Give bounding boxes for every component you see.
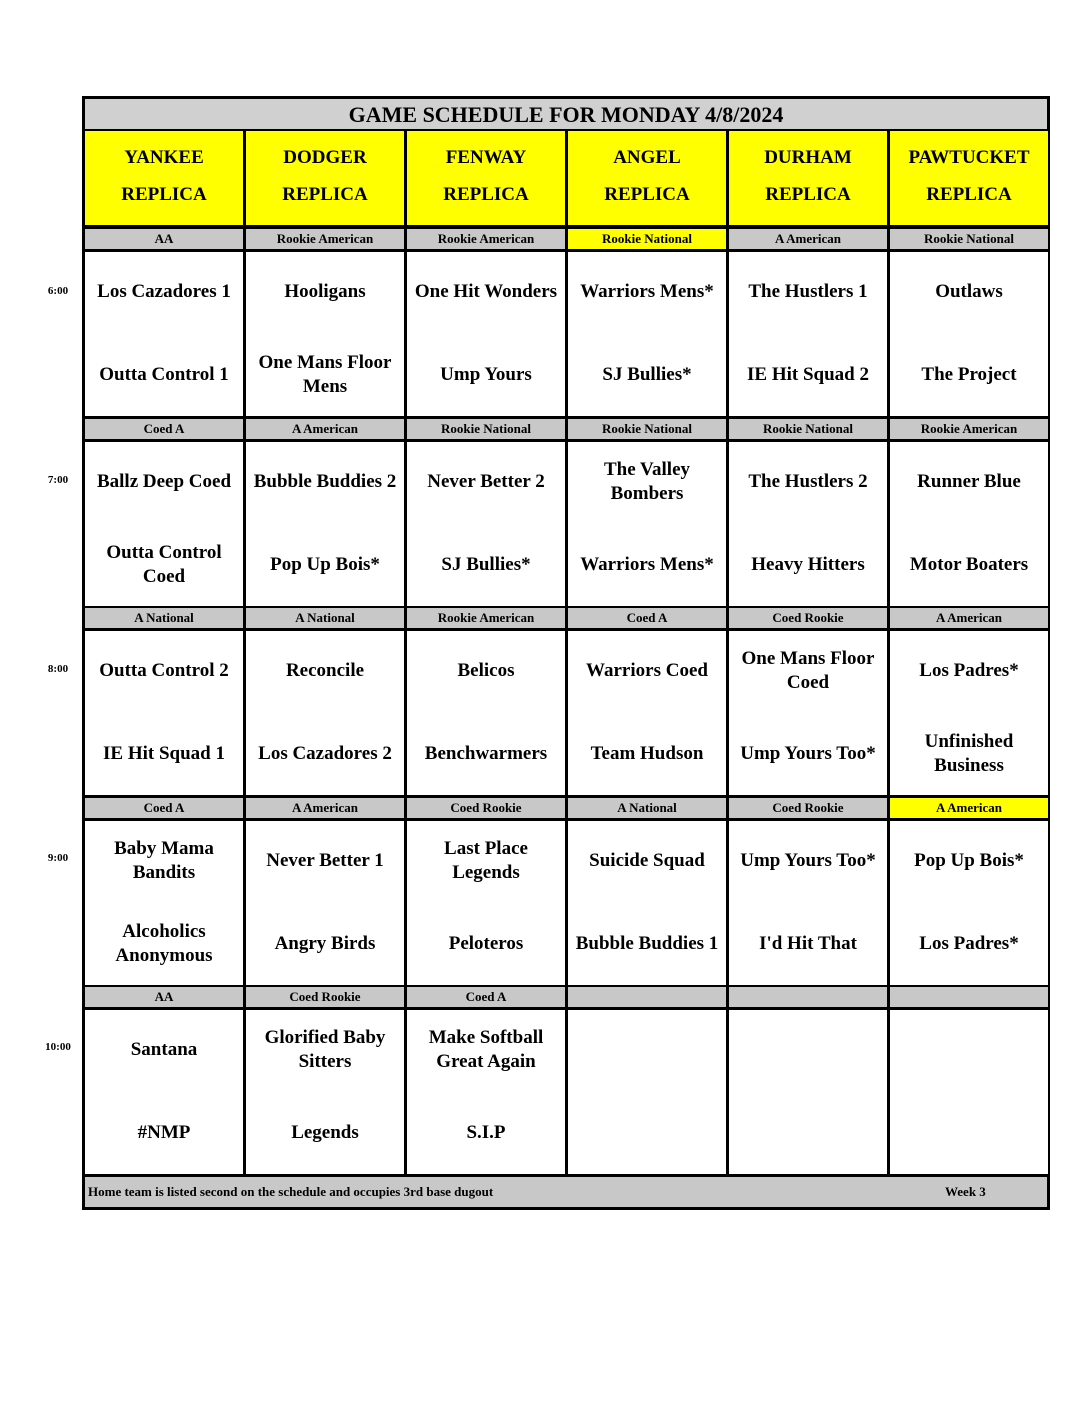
- field-subtitle: REPLICA: [282, 184, 368, 205]
- game-cell: [729, 252, 887, 416]
- away-team: Baby Mama Bandits: [114, 838, 214, 883]
- away-team: Belicos: [457, 660, 515, 681]
- division-label: Rookie National: [407, 419, 565, 439]
- away-team: [892, 1024, 1046, 1076]
- away-team: Outlaws: [935, 281, 1003, 302]
- field-name: FENWAY: [445, 147, 527, 168]
- away-team: Reconcile: [285, 660, 365, 681]
- field-name: PAWTUCKET: [908, 147, 1030, 168]
- home-team: Alcoholics Anonymous: [115, 921, 213, 966]
- division-label: A National: [85, 608, 243, 628]
- away-team: Never Better 1: [266, 850, 384, 871]
- field-header: [729, 131, 887, 225]
- away-team: Never Better 2: [427, 471, 545, 492]
- away-team: Los Cazadores 1: [97, 281, 231, 302]
- division-label: Coed A: [85, 419, 243, 439]
- away-team: [570, 1024, 724, 1076]
- home-team: Los Padres*: [919, 933, 1019, 954]
- division-label: A National: [568, 798, 726, 818]
- game-cell: [729, 631, 887, 795]
- home-team: Angry Birds: [274, 933, 376, 954]
- home-team: Warriors Mens*: [580, 554, 714, 575]
- game-cell: [890, 631, 1048, 795]
- division-label: A American: [890, 798, 1048, 818]
- time-slot-label: 7:00: [47, 474, 69, 486]
- field-name: DODGER: [283, 147, 367, 168]
- time-slot-label: 6:00: [47, 285, 69, 297]
- home-team: Heavy Hitters: [751, 554, 865, 575]
- away-team: Outta Control 2: [99, 660, 229, 681]
- division-label: AA: [85, 229, 243, 249]
- game-cell: [890, 252, 1048, 416]
- away-team: The Valley Bombers: [603, 459, 691, 504]
- away-team: The Hustlers 1: [748, 281, 868, 302]
- field-header: [890, 131, 1048, 225]
- away-team: Runner Blue: [917, 471, 1021, 492]
- game-cell: [568, 631, 726, 795]
- division-label: A American: [246, 419, 404, 439]
- division-label: Rookie American: [246, 229, 404, 249]
- game-cell: [246, 631, 404, 795]
- game-cell: [246, 252, 404, 416]
- away-team: Santana: [130, 1039, 198, 1060]
- home-team: [892, 1107, 1046, 1159]
- division-label: AA: [85, 987, 243, 1007]
- division-label: Rookie National: [729, 419, 887, 439]
- home-team: Ump Yours: [440, 364, 532, 385]
- game-cell: [568, 821, 726, 985]
- away-team: Suicide Squad: [589, 850, 705, 871]
- home-team: Motor Boaters: [909, 554, 1029, 575]
- division-label: Coed A: [407, 987, 565, 1007]
- away-team: Los Padres*: [919, 660, 1019, 681]
- field-subtitle: REPLICA: [926, 184, 1012, 205]
- home-team: SJ Bullies*: [441, 554, 531, 575]
- away-team: Warriors Coed: [586, 660, 708, 681]
- away-team: Ballz Deep Coed: [96, 471, 232, 492]
- division-label: [890, 987, 1048, 1007]
- away-team: Make Softball Great Again: [428, 1027, 544, 1072]
- division-label: A American: [729, 229, 887, 249]
- away-team: [731, 1024, 885, 1076]
- field-header: [246, 131, 404, 225]
- field-name: DURHAM: [764, 147, 852, 168]
- game-cell: [568, 1010, 726, 1174]
- home-team: I'd Hit That: [759, 933, 857, 954]
- game-cell: [85, 252, 243, 416]
- time-slot-label: 10:00: [45, 1041, 71, 1053]
- game-cell: [407, 252, 565, 416]
- division-label: Coed Rookie: [407, 798, 565, 818]
- division-label: Rookie American: [407, 229, 565, 249]
- division-label: Rookie National: [568, 419, 726, 439]
- away-team: Ump Yours Too*: [740, 850, 876, 871]
- division-label: Coed Rookie: [729, 798, 887, 818]
- away-team: Warriors Mens*: [580, 281, 714, 302]
- away-team: Hooligans: [284, 281, 366, 302]
- division-label: A American: [246, 798, 404, 818]
- home-team: Benchwarmers: [424, 743, 548, 764]
- division-label: Rookie American: [407, 608, 565, 628]
- field-name: ANGEL: [613, 147, 681, 168]
- time-slot-label: 9:00: [47, 852, 69, 864]
- division-label: Coed Rookie: [729, 608, 887, 628]
- field-subtitle: REPLICA: [765, 184, 851, 205]
- game-cell: [407, 442, 565, 606]
- field-header: [407, 131, 565, 225]
- home-team-note: Home team is listed second on the schedule and occupies 3rd base dugout: [88, 1184, 494, 1199]
- away-team: One Mans Floor Coed: [741, 648, 875, 693]
- schedule-footer: [85, 1177, 1047, 1207]
- division-label: Coed A: [85, 798, 243, 818]
- week-label: Week 3: [945, 1184, 986, 1199]
- field-subtitle: REPLICA: [604, 184, 690, 205]
- home-team: [570, 1107, 724, 1159]
- game-cell: [890, 821, 1048, 985]
- home-team: SJ Bullies*: [602, 364, 692, 385]
- game-cell: [729, 442, 887, 606]
- game-cell: [729, 1010, 887, 1174]
- home-team: #NMP: [137, 1122, 191, 1143]
- away-team: Bubble Buddies 2: [253, 471, 397, 492]
- division-label: [568, 987, 726, 1007]
- home-team: S.I.P: [466, 1122, 506, 1143]
- field-subtitle: REPLICA: [121, 184, 207, 205]
- time-slot-label: 8:00: [47, 663, 69, 675]
- home-team: Outta Control Coed: [106, 542, 222, 587]
- away-team: Glorified Baby Sitters: [264, 1027, 386, 1072]
- schedule-table: [82, 96, 1050, 1210]
- schedule-title: GAME SCHEDULE FOR MONDAY 4/8/2024: [85, 99, 1047, 131]
- home-team: Bubble Buddies 1: [575, 933, 719, 954]
- away-team: Last Place Legends: [444, 838, 528, 883]
- game-cell: [246, 821, 404, 985]
- division-label: [729, 987, 887, 1007]
- field-name: YANKEE: [124, 147, 204, 168]
- game-cell: [407, 631, 565, 795]
- game-cell: [85, 631, 243, 795]
- game-cell: [729, 821, 887, 985]
- home-team: The Project: [921, 364, 1017, 385]
- division-label: A National: [246, 608, 404, 628]
- division-label: Rookie National: [890, 229, 1048, 249]
- home-team: One Mans Floor Mens: [258, 352, 392, 397]
- game-cell: [568, 252, 726, 416]
- away-team: The Hustlers 2: [748, 471, 868, 492]
- home-team: IE Hit Squad 2: [747, 364, 869, 385]
- away-team: One Hit Wonders: [414, 281, 558, 302]
- game-cell: [246, 442, 404, 606]
- home-team: Outta Control 1: [99, 364, 229, 385]
- game-cell: [890, 1010, 1048, 1174]
- division-label: Rookie National: [568, 229, 726, 249]
- game-cell: [246, 1010, 404, 1174]
- division-label: Coed Rookie: [246, 987, 404, 1007]
- home-team: Los Cazadores 2: [258, 743, 392, 764]
- game-cell: [407, 821, 565, 985]
- game-cell: [890, 442, 1048, 606]
- game-cell: [407, 1010, 565, 1174]
- game-cell: [568, 442, 726, 606]
- home-team: Unfinished Business: [924, 731, 1014, 776]
- game-cell: [85, 821, 243, 985]
- field-subtitle: REPLICA: [443, 184, 529, 205]
- home-team: Pop Up Bois*: [270, 554, 380, 575]
- home-team: Ump Yours Too*: [740, 743, 876, 764]
- home-team: [731, 1107, 885, 1159]
- division-label: Coed A: [568, 608, 726, 628]
- home-team: IE Hit Squad 1: [103, 743, 225, 764]
- field-header: [568, 131, 726, 225]
- game-cell: [85, 1010, 243, 1174]
- home-team: Peloteros: [448, 933, 524, 954]
- division-label: Rookie American: [890, 419, 1048, 439]
- away-team: Pop Up Bois*: [914, 850, 1024, 871]
- home-team: Legends: [291, 1122, 359, 1143]
- game-cell: [85, 442, 243, 606]
- division-label: A American: [890, 608, 1048, 628]
- field-header: [85, 131, 243, 225]
- home-team: Team Hudson: [590, 743, 704, 764]
